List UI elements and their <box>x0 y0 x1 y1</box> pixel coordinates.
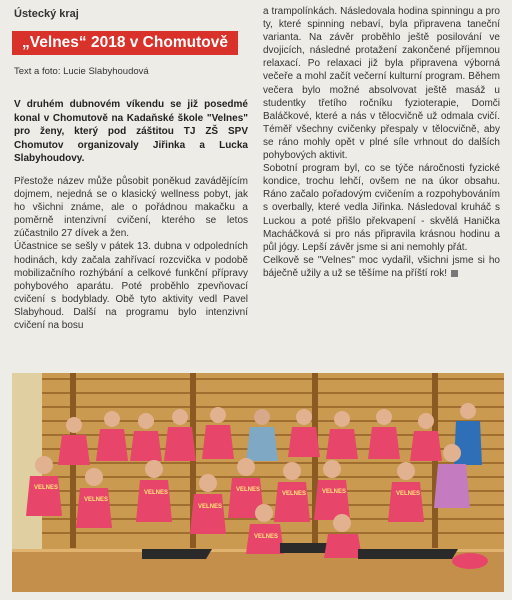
paragraph-4: Celkově se "Velnes" moc vydařil, všichni jsme si ho báječně užily a už se těšíme na příští rok! <box>263 254 500 279</box>
shirt-label: VELNES <box>198 504 223 510</box>
shirt-label: VELNES <box>282 491 307 497</box>
paragraph-2-part-b: a trampolínkách. Následovala hodina spinningu a pro ty, které spinning nebaví, byla připravena taneční varianta. Na závěr proběhlo ještě posilování ve dvojicích, následné protažení zakončené příjemnou relaxací. Po relaxaci již byla připravena výborná večeře a mohl začít večerní kulturní program. Během večera bylo možné absolvovat ještě masáž u studentky třetího ročníku fyzioterapie, Domči Baláčkové, které a nás v tělocvičně už odmala cvičí. Téměř všechny cvičenky přespaly v tělocvičně, aby se ráno mohly opět v plné síle vrhnout do dalších pohybových aktivit. <box>263 6 500 162</box>
paragraph-3: Sobotní program byl, co se týče náročnosti fyzické kondice, trochu lehčí, ovšem ne na úkor obsahu. Ráno začalo pořadovým cvičením a rozpohybováním s overbally, které vedla Jiřinka. Následoval kruháč s Luckou a poté přišlo překvapení - skvělá Hanička Macháčková si pro nás připravila krásnou hodinu a půl jógy. Lepší závěr jsme si ani nemohly přát. <box>263 163 500 253</box>
group-photo <box>12 373 504 592</box>
shirt-label: VELNES <box>144 490 169 496</box>
headline: „Velnes“ 2018 v Chomutově <box>12 31 238 55</box>
paragraph-2-part-a: Účastnice se sešly v pátek 13. dubna v odpoledních hodinách, kdy začala zahřívací rozcvička v podobě mobilizačního rozhýbání a celkové funkční přípravy pohybového aparátu. Poté proběhlo zpevňovací cvičení s bodyblady. Obě tyto aktivity vedl Pavel Slabyhoud. Další na programu bylo intenzivní cvičení na bosu <box>14 241 248 331</box>
shirt-label: VELNES <box>254 534 279 540</box>
shirt-label: VELNES <box>322 489 347 495</box>
byline: Text a foto: Lucie Slabyhoudová <box>14 66 149 77</box>
shirt-label: VELNES <box>236 487 261 493</box>
group-photo-illustration <box>12 373 504 592</box>
paragraph-1: Přestože název může působit poněkud zavádějícím dojmem, nejedná se o klasický wellness pobyt, jak ho všichni známe, ale o pořádnou makačku a poměrně intenzivní cvičení, kterého se letos zúčastnilo 27 dívek a žen. <box>14 175 248 240</box>
section-label: Ústecký kraj <box>14 8 79 20</box>
end-mark-icon <box>451 270 458 277</box>
lead-paragraph: V druhém dubnovém víkendu se již posedmé konal v Chomutově na Kadaňské škole "Velnes" pro ženy, který pod záštitou TJ ZŠ SPV Chomutov organizovaly Jiřinka a Lucka Slabyhoudovy. <box>14 99 248 165</box>
shirt-label: VELNES <box>396 491 421 497</box>
shirt-label: VELNES <box>84 497 109 503</box>
column-right <box>263 5 500 280</box>
column-left <box>14 98 248 332</box>
shirt-label: VELNES <box>34 485 59 491</box>
